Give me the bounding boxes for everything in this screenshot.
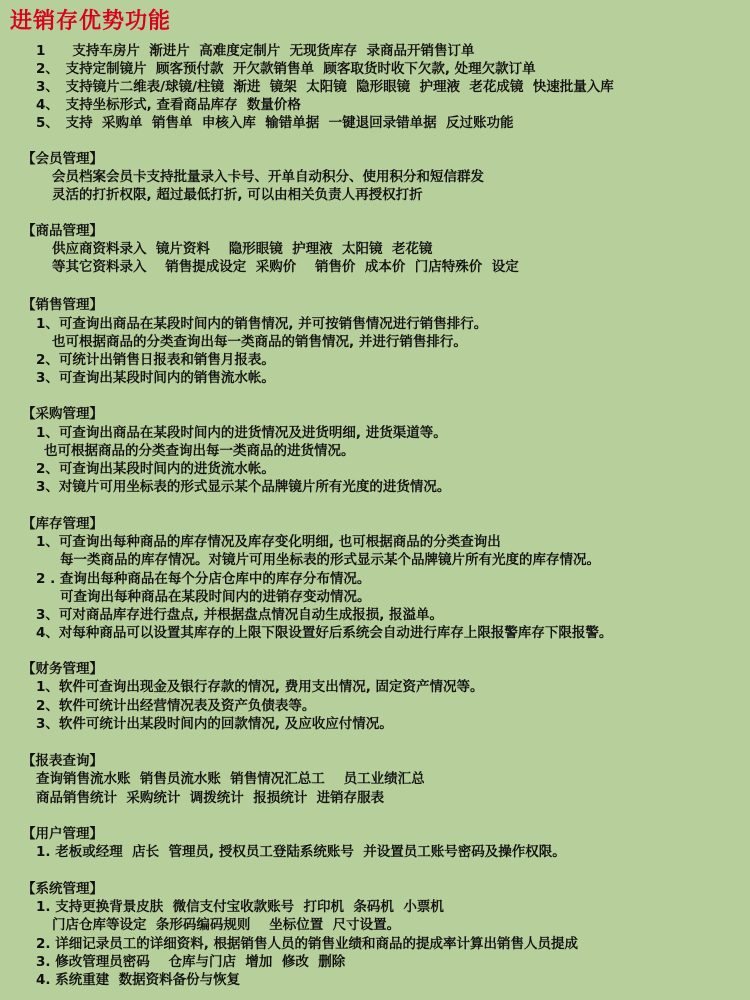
section-heading-purchase: 【采购管理】 [22,406,103,422]
section-line: 等其它资料录入 销售提成设定 采购价 销售价 成本价 门店特殊价 设定 [52,259,519,275]
feature-line-5: 5、 支持 采购单 销售单 申核入库 输错单据 一键退回录错单据 反过账功能 [36,115,514,131]
section-line: 门店仓库等设定 条形码编码规则 坐标位置 尺寸设置。 [52,917,401,933]
section-line: 4、对每种商品可以设置其库存的上限下限设置好后系统会自动进行库存上限报警库存下限报警。 [36,625,613,641]
section-line: 也可根据商品的分类查询出每一类商品的进货情况。 [44,443,355,459]
section-heading-sales: 【销售管理】 [22,297,103,313]
section-line: 4. 系统重建 数据资料备份与恢复 [36,972,241,988]
section-line: 灵活的打折权限, 超过最低打折, 可以由相关负责人再授权打折 [52,187,423,203]
section-heading-reports: 【报表查询】 [22,753,103,769]
feature-line-4: 4、 支持坐标形式, 查看商品库存 数量价格 [36,97,301,113]
section-line: 也可根据商品的分类查询出每一类商品的销售情况, 并进行销售排行。 [52,334,467,350]
section-heading-inventory: 【库存管理】 [22,516,103,532]
section-line: 3、对镜片可用坐标表的形式显示某个品牌镜片所有光度的进货情况。 [36,479,451,495]
section-line: 3. 修改管理员密码 仓库与门店 增加 修改 删除 [36,954,346,970]
section-line: 商品销售统计 采购统计 调拨统计 报损统计 进销存服表 [36,790,385,806]
section-line: 2、可查询出某段时间内的进货流水帐。 [36,461,275,477]
feature-line-2: 2、 支持定制镜片 顾客预付款 开欠款销售单 顾客取货时收下欠款, 处理欠款订单 [36,61,536,77]
section-line: 供应商资料录入 镜片资料 隐形眼镜 护理液 太阳镜 老花镜 [52,241,433,257]
section-heading-member: 【会员管理】 [22,151,103,167]
section-line: 1. 老板或经理 店长 管理员, 授权员工登陆系统账号 并设置员工账号密码及操作权限。 [36,844,566,860]
section-line: 1、可查询出商品在某段时间内的销售情况, 并可按销售情况进行销售排行。 [36,316,488,332]
section-line: 3、软件可统计出某段时间内的回款情况, 及应收应付情况。 [36,716,393,732]
feature-line-3: 3、 支持镜片二维表/球镜/柱镜 渐进 镜架 太阳镜 隐形眼镜 护理液 老花成镜 快速批量入库 [36,79,614,95]
section-line: 2、可统计出销售日报表和销售月报表。 [36,352,275,368]
section-heading-finance: 【财务管理】 [22,661,103,677]
section-line: 2 . 查询出每种商品在每个分店仓库中的库存分布情况。 [36,571,371,587]
section-line: 3、可查询出某段时间内的销售流水帐。 [36,370,275,386]
section-line: 2、软件可统计出经营情况表及资产负债表等。 [36,698,316,714]
section-line: 查询销售流水账 销售员流水账 销售情况汇总工 员工业绩汇总 [36,771,425,787]
section-line: 2. 详细记录员工的详细资料, 根据销售人员的销售业绩和商品的提成率计算出销售人员提成 [36,936,579,952]
section-line: 1. 支持更换背景皮肤 微信支付宝收款账号 打印机 条码机 小票机 [36,899,444,915]
feature-line-1: 1 支持车房片 渐进片 高难度定制片 无现货库存 录商品开销售订单 [36,43,475,59]
section-line: 会员档案会员卡支持批量录入卡号、开单自动积分、使用积分和短信群发 [52,169,484,185]
page-title: 进销存优势功能 [10,9,172,34]
section-heading-product: 【商品管理】 [22,223,103,239]
section-heading-system: 【系统管理】 [22,881,103,897]
section-line: 可查询出每种商品在某段时间内的进销存变动情况。 [60,589,371,605]
section-line: 3、可对商品库存进行盘点, 并根据盘点情况自动生成报损, 报溢单。 [36,607,444,623]
section-line: 1、软件可查询出现金及银行存款的情况, 费用支出情况, 固定资产情况等。 [36,679,484,695]
section-heading-users: 【用户管理】 [22,826,103,842]
section-line: 1、可查询出每种商品的库存情况及库存变化明细, 也可根据商品的分类查询出 [36,534,501,550]
section-line: 1、可查询出商品在某段时间内的进货情况及进货明细, 进货渠道等。 [36,425,447,441]
section-line: 每一类商品的库存情况。对镜片可用坐标表的形式显示某个品牌镜片所有光度的库存情况。 [60,552,600,568]
